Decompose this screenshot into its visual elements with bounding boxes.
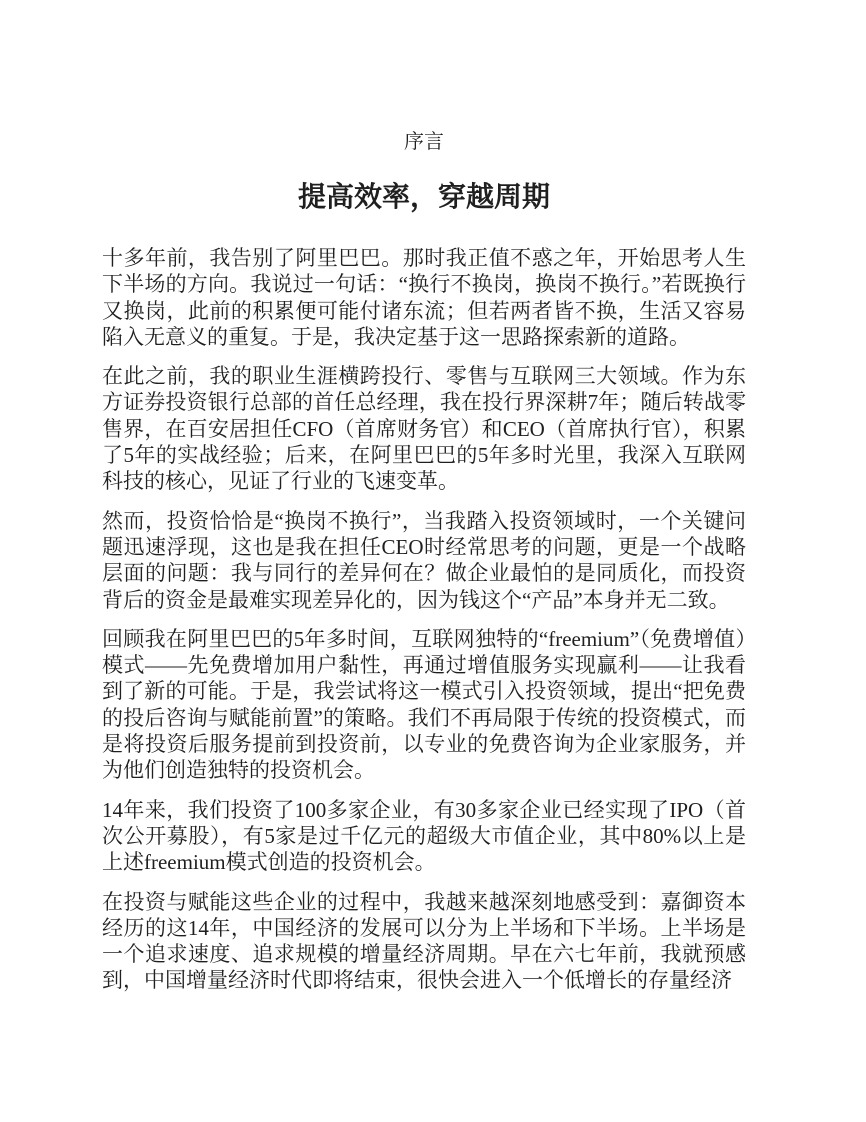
preface-body — [102, 245, 746, 994]
paragraph: 回顾我在阿里巴巴的5年多时间，互联网独特的“freemium”（免费增值）模式——先免费增加用户黏性，再通过增值服务实现赢利——让我看到了新的可能。于是，我尝试将这一模式引入投资领域，提出“把免费的投后咨询与赋能前置”的策略。我们不再局限于传统的投资模式，而是将投资后服务提前到投资前，以专业的免费咨询为企业家服务，并为他们创造独特的投资机会。 — [102, 626, 746, 783]
paragraph: 在投资与赋能这些企业的过程中，我越来越深刻地感受到：嘉御资本经历的这14年，中国经济的发展可以分为上半场和下半场。上半场是一个追求速度、追求规模的增量经济周期。早在六七年前，我就预感到，中国增量经济时代即将结束，很快会进入一个低增长的存量经济 — [102, 889, 746, 993]
paragraph: 14年来，我们投资了100多家企业，有30多家企业已经实现了IPO（首次公开募股），有5家是过千亿元的超级大市值企业，其中80%以上是上述freemium模式创造的投资机会。 — [102, 797, 746, 875]
page-title: 提高效率，穿越周期 — [297, 182, 550, 213]
paragraph: 在此之前，我的职业生涯横跨投行、零售与互联网三大领域。作为东方证券投资银行总部的首任总经理，我在投行界深耕7年；随后转战零售界，在百安居担任CFO（首席财务官）和CEO（首席执行官），积累了5年的实战经验；后来，在阿里巴巴的5年多时光里，我深入互联网科技的核心，见证了行业的飞速变革。 — [102, 364, 746, 494]
paragraph: 十多年前，我告别了阿里巴巴。那时我正值不惑之年，开始思考人生下半场的方向。我说过一句话：“换行不换岗，换岗不换行。”若既换行又换岗，此前的积累便可能付诸东流；但若两者皆不换，生活又容易陷入无意义的重复。于是，我决定基于这一思路探索新的道路。 — [102, 246, 746, 349]
paragraph: 然而，投资恰恰是“换岗不换行”，当我踏入投资领域时，一个关键问题迅速浮现，这也是我在担任CEO时经常思考的问题，更是一个战略层面的问题：我与同行的差异何在？做企业最怕的是同质化，而投资背后的资金是最难实现差异化的，因为钱这个“产品”本身并无二致。 — [102, 508, 746, 612]
section-label: 序言 — [404, 131, 444, 153]
